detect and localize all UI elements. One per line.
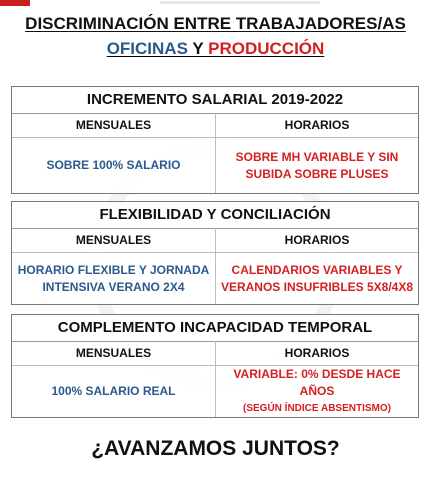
- horarios-cell: [216, 138, 418, 193]
- cell-line-note: (SEGÚN ÍNDICE ABSENTISMO): [243, 403, 391, 414]
- union-logo: [0, 0, 30, 6]
- column-header-mensuales: MENSUALES: [75, 118, 152, 132]
- cell-line: VARIABLE: 0% DESDE HACE AÑOS: [233, 367, 401, 398]
- section-title: INCREMENTO SALARIAL 2019-2022: [12, 87, 418, 114]
- column-header-horarios: HORARIOS: [284, 118, 350, 132]
- page-title: DISCRIMINACIÓN ENTRE TRABAJADORES/AS: [25, 14, 406, 33]
- closing-question: ¿AVANZAMOS JUNTOS?: [91, 437, 340, 460]
- column-header-mensuales: MENSUALES: [75, 346, 152, 360]
- section-title: FLEXIBILIDAD Y CONCILIACIÓN: [12, 202, 418, 229]
- section-title: COMPLEMENTO INCAPACIDAD TEMPORAL: [12, 315, 418, 342]
- top-strip: [0, 0, 431, 6]
- cell-line: SUBIDA SOBRE PLUSES: [245, 166, 389, 181]
- page-subtitle: [0, 39, 431, 59]
- subtitle-y: Y: [192, 39, 204, 58]
- subtitle-produccion: PRODUCCIÓN: [208, 39, 325, 58]
- cell-line: INTENSIVA VERANO 2X4: [42, 279, 185, 294]
- cell-line: HORARIO FLEXIBLE Y JORNADA: [17, 262, 210, 277]
- section-flexibilidad-conciliacion: [11, 201, 419, 305]
- mensuales-cell: [12, 138, 215, 193]
- mensuales-cell: [12, 366, 215, 417]
- column-header-horarios: HORARIOS: [284, 233, 350, 247]
- horarios-cell: [216, 366, 418, 417]
- mensuales-cell: [12, 253, 215, 304]
- faded-header-text: [160, 1, 320, 4]
- cell-line: VERANOS INSUFRIBLES 5X8/4X8: [220, 279, 414, 294]
- section-complemento-incapacidad: [11, 314, 419, 418]
- column-header-horarios: HORARIOS: [284, 346, 350, 360]
- column-header-mensuales: MENSUALES: [75, 233, 152, 247]
- subtitle-oficinas: OFICINAS: [106, 39, 188, 58]
- cell-line: SOBRE 100% SALARIO: [46, 158, 181, 172]
- section-incremento-salarial: [11, 86, 419, 194]
- cell-line: 100% SALARIO REAL: [51, 384, 176, 398]
- cell-line: SOBRE MH VARIABLE Y SIN: [235, 149, 399, 164]
- cell-line: CALENDARIOS VARIABLES Y: [231, 262, 403, 277]
- horarios-cell: [216, 253, 418, 304]
